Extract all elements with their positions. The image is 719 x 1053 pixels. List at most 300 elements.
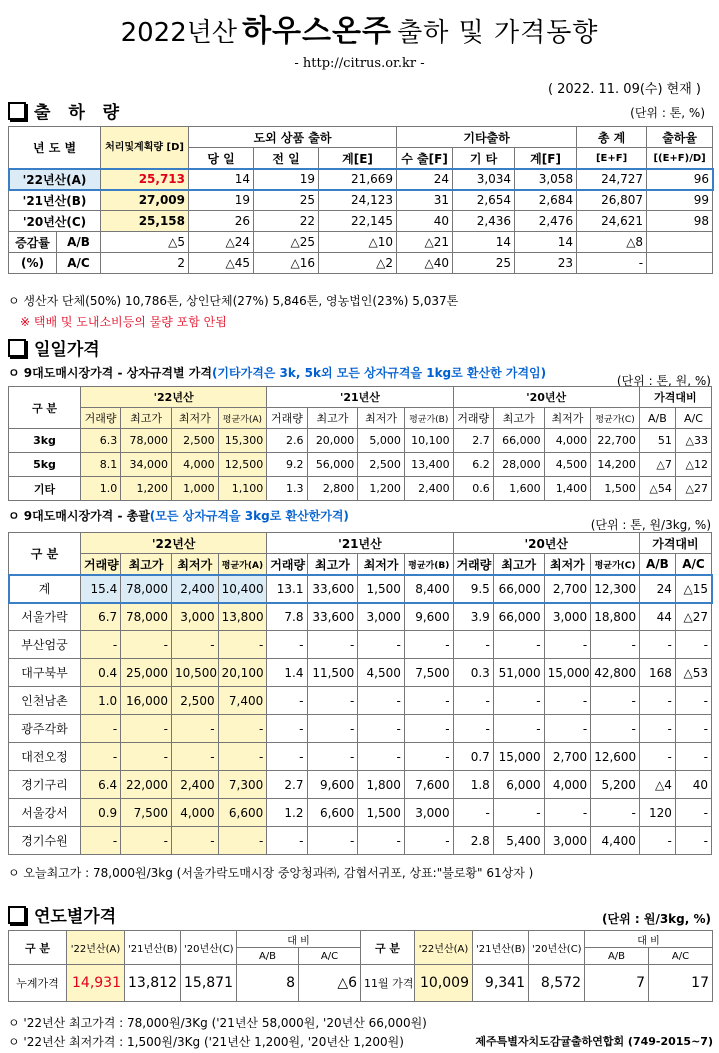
col-header: 거래량 [80, 554, 120, 575]
col-header-a: '22년산(A) [67, 931, 125, 965]
cell: 2,500 [172, 429, 219, 453]
cell: 98 [647, 211, 713, 232]
cell: - [675, 687, 711, 715]
cell: - [639, 631, 675, 659]
max-price-note: ㅇ '22년산 최고가격 : 78,000원/3Kg ('21년산 58,000원, '20년산 66,000원) [8, 1016, 427, 1030]
col-header-plan: 처리및계획량 [D] [101, 127, 189, 169]
col-header-ac-2: A/C [649, 948, 713, 965]
cell: 120 [639, 799, 675, 827]
cell: - [121, 827, 172, 855]
col-header: 거래량 [267, 408, 307, 429]
cell: 3,000 [172, 603, 219, 631]
cell: - [404, 715, 453, 743]
cell: - [591, 715, 640, 743]
col-header-y22: '22년산 [80, 387, 266, 408]
table-row [9, 190, 713, 211]
cell: 20,100 [218, 659, 267, 687]
cell: 15,871 [181, 965, 237, 1002]
col-header-y22: '22년산 [80, 533, 266, 554]
col-header-prev: 전 일 [254, 148, 319, 169]
cell: - [675, 715, 711, 743]
cell: 8,572 [529, 965, 585, 1002]
col-header: 최고가 [493, 554, 544, 575]
cell: 78,000 [121, 603, 172, 631]
cell: 6,600 [307, 799, 358, 827]
cell: 2,684 [515, 190, 577, 211]
col-header: 최저가 [358, 554, 405, 575]
cell: 24 [639, 575, 675, 603]
cell: 2,700 [544, 575, 591, 603]
col-header-gubun-2: 구 분 [361, 931, 415, 965]
cell: △25 [254, 232, 319, 253]
row-label: 서울강서 [9, 799, 81, 827]
row-label: 3kg [9, 429, 81, 453]
col-header-ab-2: A/B [585, 948, 649, 965]
cell: △12 [675, 453, 711, 477]
col-header: A/B [639, 554, 675, 575]
table-row [9, 211, 713, 232]
table-row [9, 631, 712, 659]
col-header: 평균가(A) [218, 408, 267, 429]
cell: 6.4 [80, 771, 120, 799]
cell: △16 [254, 253, 319, 274]
cell: - [544, 799, 591, 827]
col-header-year: 년 도 별 [9, 127, 101, 169]
col-header-ab: A/B [237, 948, 299, 965]
cell: 18,800 [591, 603, 640, 631]
cell: 4,400 [591, 827, 640, 855]
cell: 2,700 [544, 743, 591, 771]
cell: 6,000 [493, 771, 544, 799]
section-daily-price [8, 335, 100, 360]
cell: 96 [647, 169, 713, 190]
cell: 20,000 [307, 429, 358, 453]
cell: 1,500 [358, 575, 405, 603]
col-header-y21: '21년산 [267, 387, 453, 408]
cell: 3,000 [544, 603, 591, 631]
cell: - [121, 715, 172, 743]
cell: 2,500 [172, 687, 219, 715]
col-header-rate: 출하율 [647, 127, 713, 148]
table-row [9, 603, 712, 631]
table-row [9, 253, 713, 274]
cell: 10,500 [172, 659, 219, 687]
cell: 4,500 [544, 453, 591, 477]
site-url: - http://citrus.or.kr - [294, 56, 425, 71]
section-daily-price-title: 일일가격 [34, 340, 100, 360]
col-header: 거래량 [453, 554, 493, 575]
cell: 23 [515, 253, 577, 274]
table-row [9, 429, 712, 453]
cell: 21,669 [319, 169, 397, 190]
cell: 44 [639, 603, 675, 631]
cell: - [267, 687, 307, 715]
cell: 33,600 [307, 575, 358, 603]
col-header: 최저가 [172, 554, 219, 575]
cell: △5 [101, 232, 189, 253]
cell: 9.5 [453, 575, 493, 603]
cell: 1.0 [80, 687, 120, 715]
title-main: 하우스온주 [242, 14, 392, 49]
cell: 25 [453, 253, 515, 274]
cell: △54 [639, 477, 675, 501]
cell: 1.8 [453, 771, 493, 799]
table-row [9, 477, 712, 501]
cell: △4 [639, 771, 675, 799]
cell: 17 [649, 965, 713, 1002]
cell: 10,100 [404, 429, 453, 453]
cell: - [172, 631, 219, 659]
cell: 1,500 [591, 477, 640, 501]
cell: 19 [189, 190, 254, 211]
cell: 2,400 [172, 771, 219, 799]
row-label: 계 [9, 575, 81, 603]
row-label: 5kg [9, 453, 81, 477]
cell: △8 [577, 232, 647, 253]
cell: 2 [101, 253, 189, 274]
cell: - [267, 715, 307, 743]
row-label: 누계가격 [9, 965, 67, 1002]
cell: △15 [675, 575, 711, 603]
cell: - [639, 827, 675, 855]
cell: △6 [299, 965, 361, 1002]
col-header: 최저가 [544, 408, 591, 429]
cell: △27 [675, 603, 711, 631]
cell: 15.4 [80, 575, 120, 603]
cell: 66,000 [493, 575, 544, 603]
cell: 14 [189, 169, 254, 190]
cell: - [404, 687, 453, 715]
cell: - [404, 743, 453, 771]
cell: 78,000 [121, 429, 172, 453]
col-header-a-2: '22년산(A) [415, 931, 473, 965]
col-header-c-2: '20년산(C) [529, 931, 585, 965]
cell: - [121, 743, 172, 771]
cell: 13.1 [267, 575, 307, 603]
cell: 24,123 [319, 190, 397, 211]
col-header: A/B [639, 408, 675, 429]
row-label: 대구북부 [9, 659, 81, 687]
cell: - [591, 799, 640, 827]
cell: 10,400 [218, 575, 267, 603]
cell: - [493, 687, 544, 715]
table-row [9, 453, 712, 477]
cell: - [544, 687, 591, 715]
cell: - [404, 631, 453, 659]
cell: 56,000 [307, 453, 358, 477]
cell: 26 [189, 211, 254, 232]
col-header: 최저가 [358, 408, 405, 429]
col-header-b-2: '21년산(B) [473, 931, 529, 965]
daily-sub2: ㅇ 9대도매시장가격 - 총괄(모든 상자규격을 3kg로 환산한가격) [8, 509, 349, 523]
col-header-b: '21년산(B) [125, 931, 181, 965]
cell: 24,621 [577, 211, 647, 232]
table-row [9, 771, 712, 799]
row-label: (%) [9, 253, 57, 274]
cell: - [591, 631, 640, 659]
col-header: 최저가 [172, 408, 219, 429]
col-header-sum-f: 계[F] [515, 148, 577, 169]
cell: 4,000 [172, 799, 219, 827]
cell: 13,400 [404, 453, 453, 477]
cell: 0.4 [80, 659, 120, 687]
col-header: 평균가(B) [404, 554, 453, 575]
col-header-sum-e: 계[E] [319, 148, 397, 169]
cell: 13,800 [218, 603, 267, 631]
cell: 66,000 [493, 429, 544, 453]
col-header-compare: 대 비 [237, 931, 361, 948]
section-yearly-price [8, 902, 116, 927]
cell: △10 [319, 232, 397, 253]
cell: - [591, 687, 640, 715]
cell: 1.0 [80, 477, 120, 501]
col-header-compare-2: 대 비 [585, 931, 713, 948]
cell: 34,000 [121, 453, 172, 477]
cell: 7 [585, 965, 649, 1002]
cell: 2,476 [515, 211, 577, 232]
cell: 42,800 [591, 659, 640, 687]
col-header: 최고가 [493, 408, 544, 429]
cell: 1.4 [267, 659, 307, 687]
col-header-compare: 가격대비 [639, 533, 711, 554]
cell: - [675, 827, 711, 855]
cell: 6.3 [80, 429, 120, 453]
col-header-gubun: 구 분 [9, 387, 81, 429]
col-header-outbound: 도외 상품 출하 [189, 127, 397, 148]
cell: 8,400 [404, 575, 453, 603]
cell: 168 [639, 659, 675, 687]
cell: 3,058 [515, 169, 577, 190]
cell: 4,500 [358, 659, 405, 687]
cell: 25,000 [121, 659, 172, 687]
col-header: 최고가 [121, 554, 172, 575]
delivery-note: ※ 택배 및 도내소비등의 물량 포함 안됨 [20, 315, 227, 329]
cell: 5,200 [591, 771, 640, 799]
cell: - [358, 715, 405, 743]
cell: 5,400 [493, 827, 544, 855]
total-price-table [8, 532, 712, 855]
footer-org: 제주특별자치도감귤출하연합회 (749-2015~7) [475, 1035, 713, 1048]
cell: 2.7 [267, 771, 307, 799]
cell: - [675, 631, 711, 659]
cell: 6,600 [218, 799, 267, 827]
cell: △2 [319, 253, 397, 274]
cell: 12,500 [218, 453, 267, 477]
cell: 9,600 [307, 771, 358, 799]
row-label: '21년산(B) [9, 190, 101, 211]
as-of-date: ( 2022. 11. 09(수) 현재 ) [547, 82, 701, 97]
cell: - [218, 827, 267, 855]
col-header-y20: '20년산 [453, 387, 639, 408]
today-max-note: ㅇ 오늘최고가 : 78,000원/3kg (서울가락도매시장 중앙청과㈜, 감협서귀포, 상표:"불로황" 61상자 ) [8, 866, 534, 880]
cell: 13,812 [125, 965, 181, 1002]
cell: 14,200 [591, 453, 640, 477]
cell: - [493, 799, 544, 827]
cell: 6.7 [80, 603, 120, 631]
col-header-ac: A/C [299, 948, 361, 965]
col-header-proc: 수 출[F] [397, 148, 453, 169]
row-label: '22년산(A) [9, 169, 101, 190]
cell: - [80, 827, 120, 855]
cell: 40 [397, 211, 453, 232]
cell: 1,200 [121, 477, 172, 501]
cell: - [639, 687, 675, 715]
table-row [9, 687, 712, 715]
row-label: 광주각화 [9, 715, 81, 743]
cell: - [453, 799, 493, 827]
checkbox-square-icon [8, 102, 26, 120]
cell: 2.6 [267, 429, 307, 453]
cell: 3,000 [358, 603, 405, 631]
cell: 25 [254, 190, 319, 211]
table-row [9, 743, 712, 771]
col-header: A/C [675, 554, 711, 575]
yearly-unit: (단위 : 원/3kg, %) [602, 912, 711, 926]
cell: - [218, 631, 267, 659]
col-header-compare: 가격대비 [639, 387, 711, 408]
col-header-y21: '21년산 [267, 533, 453, 554]
cell: - [121, 631, 172, 659]
daily-sub1: ㅇ 9대도매시장가격 - 상자규격별 가격(기타가격은 3k, 5k외 모든 상자규격을 1kg로 환산한 가격임) [8, 366, 547, 380]
cell: 2,500 [358, 453, 405, 477]
col-header: 최고가 [307, 554, 358, 575]
cell: △24 [189, 232, 254, 253]
cell: - [307, 743, 358, 771]
cell: 4,000 [172, 453, 219, 477]
row-label: 서울가락 [9, 603, 81, 631]
cell: △33 [675, 429, 711, 453]
table-row [9, 232, 713, 253]
box-size-price-table [8, 386, 712, 501]
col-header: A/C [675, 408, 711, 429]
cell: - [453, 715, 493, 743]
cell: - [267, 827, 307, 855]
cell: △7 [639, 453, 675, 477]
cell: - [639, 743, 675, 771]
document-title [0, 6, 719, 56]
row-label: 증감률 [9, 232, 57, 253]
cell: 1,000 [172, 477, 219, 501]
cell: 9,600 [404, 603, 453, 631]
cell: 7,300 [218, 771, 267, 799]
daily-unit1: (단위 : 톤, 원, %) [616, 374, 711, 388]
cell: - [218, 743, 267, 771]
cell: - [493, 715, 544, 743]
shipment-table [8, 126, 713, 274]
col-header-today: 당 일 [189, 148, 254, 169]
row-label: '20년산(C) [9, 211, 101, 232]
cell: 24 [397, 169, 453, 190]
cell: 51,000 [493, 659, 544, 687]
cell: △45 [189, 253, 254, 274]
cell: 28,000 [493, 453, 544, 477]
row-label: 경기수원 [9, 827, 81, 855]
table-row [9, 827, 712, 855]
cell: 12,300 [591, 575, 640, 603]
col-header-total-sub: [E+F] [577, 148, 647, 169]
checkbox-square-icon [8, 339, 26, 357]
row-label: 기타 [9, 477, 81, 501]
cell: 22,700 [591, 429, 640, 453]
producer-note: ㅇ 생산자 단체(50%) 10,786톤, 상인단체(27%) 5,846톤, 영농법인(23%) 5,037톤 [8, 294, 459, 308]
col-header-gubun: 구 분 [9, 533, 81, 575]
cell: 15,000 [493, 743, 544, 771]
cell: 14,931 [67, 965, 125, 1002]
section-yearly-price-title: 연도별가격 [34, 907, 117, 927]
cell: 3,000 [404, 799, 453, 827]
col-header-rate-sub: [(E+F)/D] [647, 148, 713, 169]
cell: - [404, 827, 453, 855]
cell: 16,000 [121, 687, 172, 715]
row-sublabel: A/B [57, 232, 101, 253]
cell: 9,341 [473, 965, 529, 1002]
cell: △27 [675, 477, 711, 501]
cell: - [453, 687, 493, 715]
table-row [9, 169, 713, 190]
col-header: 평균가(B) [404, 408, 453, 429]
cell [647, 232, 713, 253]
cell: 2,800 [307, 477, 358, 501]
cell: 1,500 [358, 799, 405, 827]
cell: 0.3 [453, 659, 493, 687]
cell: - [358, 827, 405, 855]
col-header-gubun: 구 분 [9, 931, 67, 965]
col-header-total: 총 계 [577, 127, 647, 148]
cell: 2,400 [404, 477, 453, 501]
cell: 26,807 [577, 190, 647, 211]
table-row [9, 575, 712, 603]
cell: △40 [397, 253, 453, 274]
cell: 1,800 [358, 771, 405, 799]
col-header: 최고가 [307, 408, 358, 429]
cell: 2,436 [453, 211, 515, 232]
cell: 8.1 [80, 453, 120, 477]
cell: - [358, 687, 405, 715]
col-header: 평균가(C) [591, 408, 640, 429]
cell: - [453, 631, 493, 659]
cell: 7,500 [404, 659, 453, 687]
row-label: 경기구리 [9, 771, 81, 799]
cell: 15,000 [544, 659, 591, 687]
cell: △53 [675, 659, 711, 687]
col-header: 평균가(A) [218, 554, 267, 575]
cell: 3,000 [544, 827, 591, 855]
cell: 7.8 [267, 603, 307, 631]
row-label: 11월 가격 [361, 965, 415, 1002]
table-row [9, 965, 713, 1002]
cell: 2.8 [453, 827, 493, 855]
cell: 10,009 [415, 965, 473, 1002]
cell: 22,000 [121, 771, 172, 799]
cell: 1.2 [267, 799, 307, 827]
cell: - [218, 715, 267, 743]
cell: 14 [453, 232, 515, 253]
cell: 1,100 [218, 477, 267, 501]
cell: - [172, 827, 219, 855]
cell: 66,000 [493, 603, 544, 631]
col-header: 최고가 [121, 408, 172, 429]
checkbox-square-icon [8, 906, 26, 924]
cell: 0.7 [453, 743, 493, 771]
cell: - [172, 743, 219, 771]
row-label: 대전오정 [9, 743, 81, 771]
cell: - [675, 799, 711, 827]
table-row [9, 799, 712, 827]
cell: 2,400 [172, 575, 219, 603]
col-header-etc: 기 타 [453, 148, 515, 169]
cell: 2,654 [453, 190, 515, 211]
cell: - [358, 743, 405, 771]
